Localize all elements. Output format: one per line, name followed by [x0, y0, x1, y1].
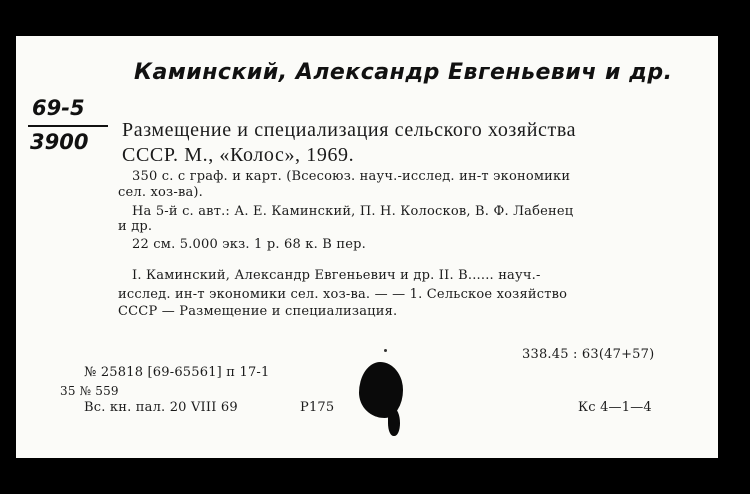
title-line-1: Размещение и специализация сельского хозяйства: [122, 119, 577, 141]
order-number: 35 № 559: [60, 384, 119, 398]
code-kc: Кс 4—1—4: [578, 400, 652, 415]
subjects-line-2: исслед. ин-т экономики сел. хоз-ва. — — 1. Сельское хозяйство: [118, 287, 568, 302]
received-date: Вс. кн. пал. 20 VIII 69: [84, 400, 238, 415]
code-p: Р175: [300, 400, 335, 415]
catalog-card: [16, 36, 718, 458]
price-line: 22 см. 5.000 экз. 1 р. 68 к. В пер.: [132, 237, 366, 252]
subjects-line-1: I. Каминский, Александр Евгеньевич и др. II. В...... науч.-: [132, 268, 541, 283]
authors-note-line-1: На 5-й с. авт.: А. Е. Каминский, П. Н. Колосков, В. Ф. Лабенец: [132, 204, 574, 219]
subjects-line-3: СССР — Размещение и специализация.: [118, 304, 398, 319]
authors-note-line-2: и др.: [118, 219, 153, 234]
classification-index: 338.45 : 63(47+57): [522, 347, 655, 362]
ink-blot-drip: [388, 408, 400, 436]
call-number-bottom: 3900: [30, 130, 89, 154]
record-number: № 25818 [69-65561] п 17-1: [84, 365, 270, 380]
physical-description-line-2: сел. хоз-ва).: [118, 185, 204, 200]
handwritten-author: Каминский, Александр Евгеньевич и др.: [134, 60, 673, 85]
call-number-top: 69-5: [32, 96, 85, 120]
ink-speck: [384, 349, 387, 352]
title-line-2: СССР. М., «Колос», 1969.: [122, 144, 355, 166]
physical-description-line-1: 350 с. с граф. и карт. (Всесоюз. науч.-исслед. ин-т экономики: [132, 169, 571, 184]
call-number-divider: [28, 125, 108, 127]
